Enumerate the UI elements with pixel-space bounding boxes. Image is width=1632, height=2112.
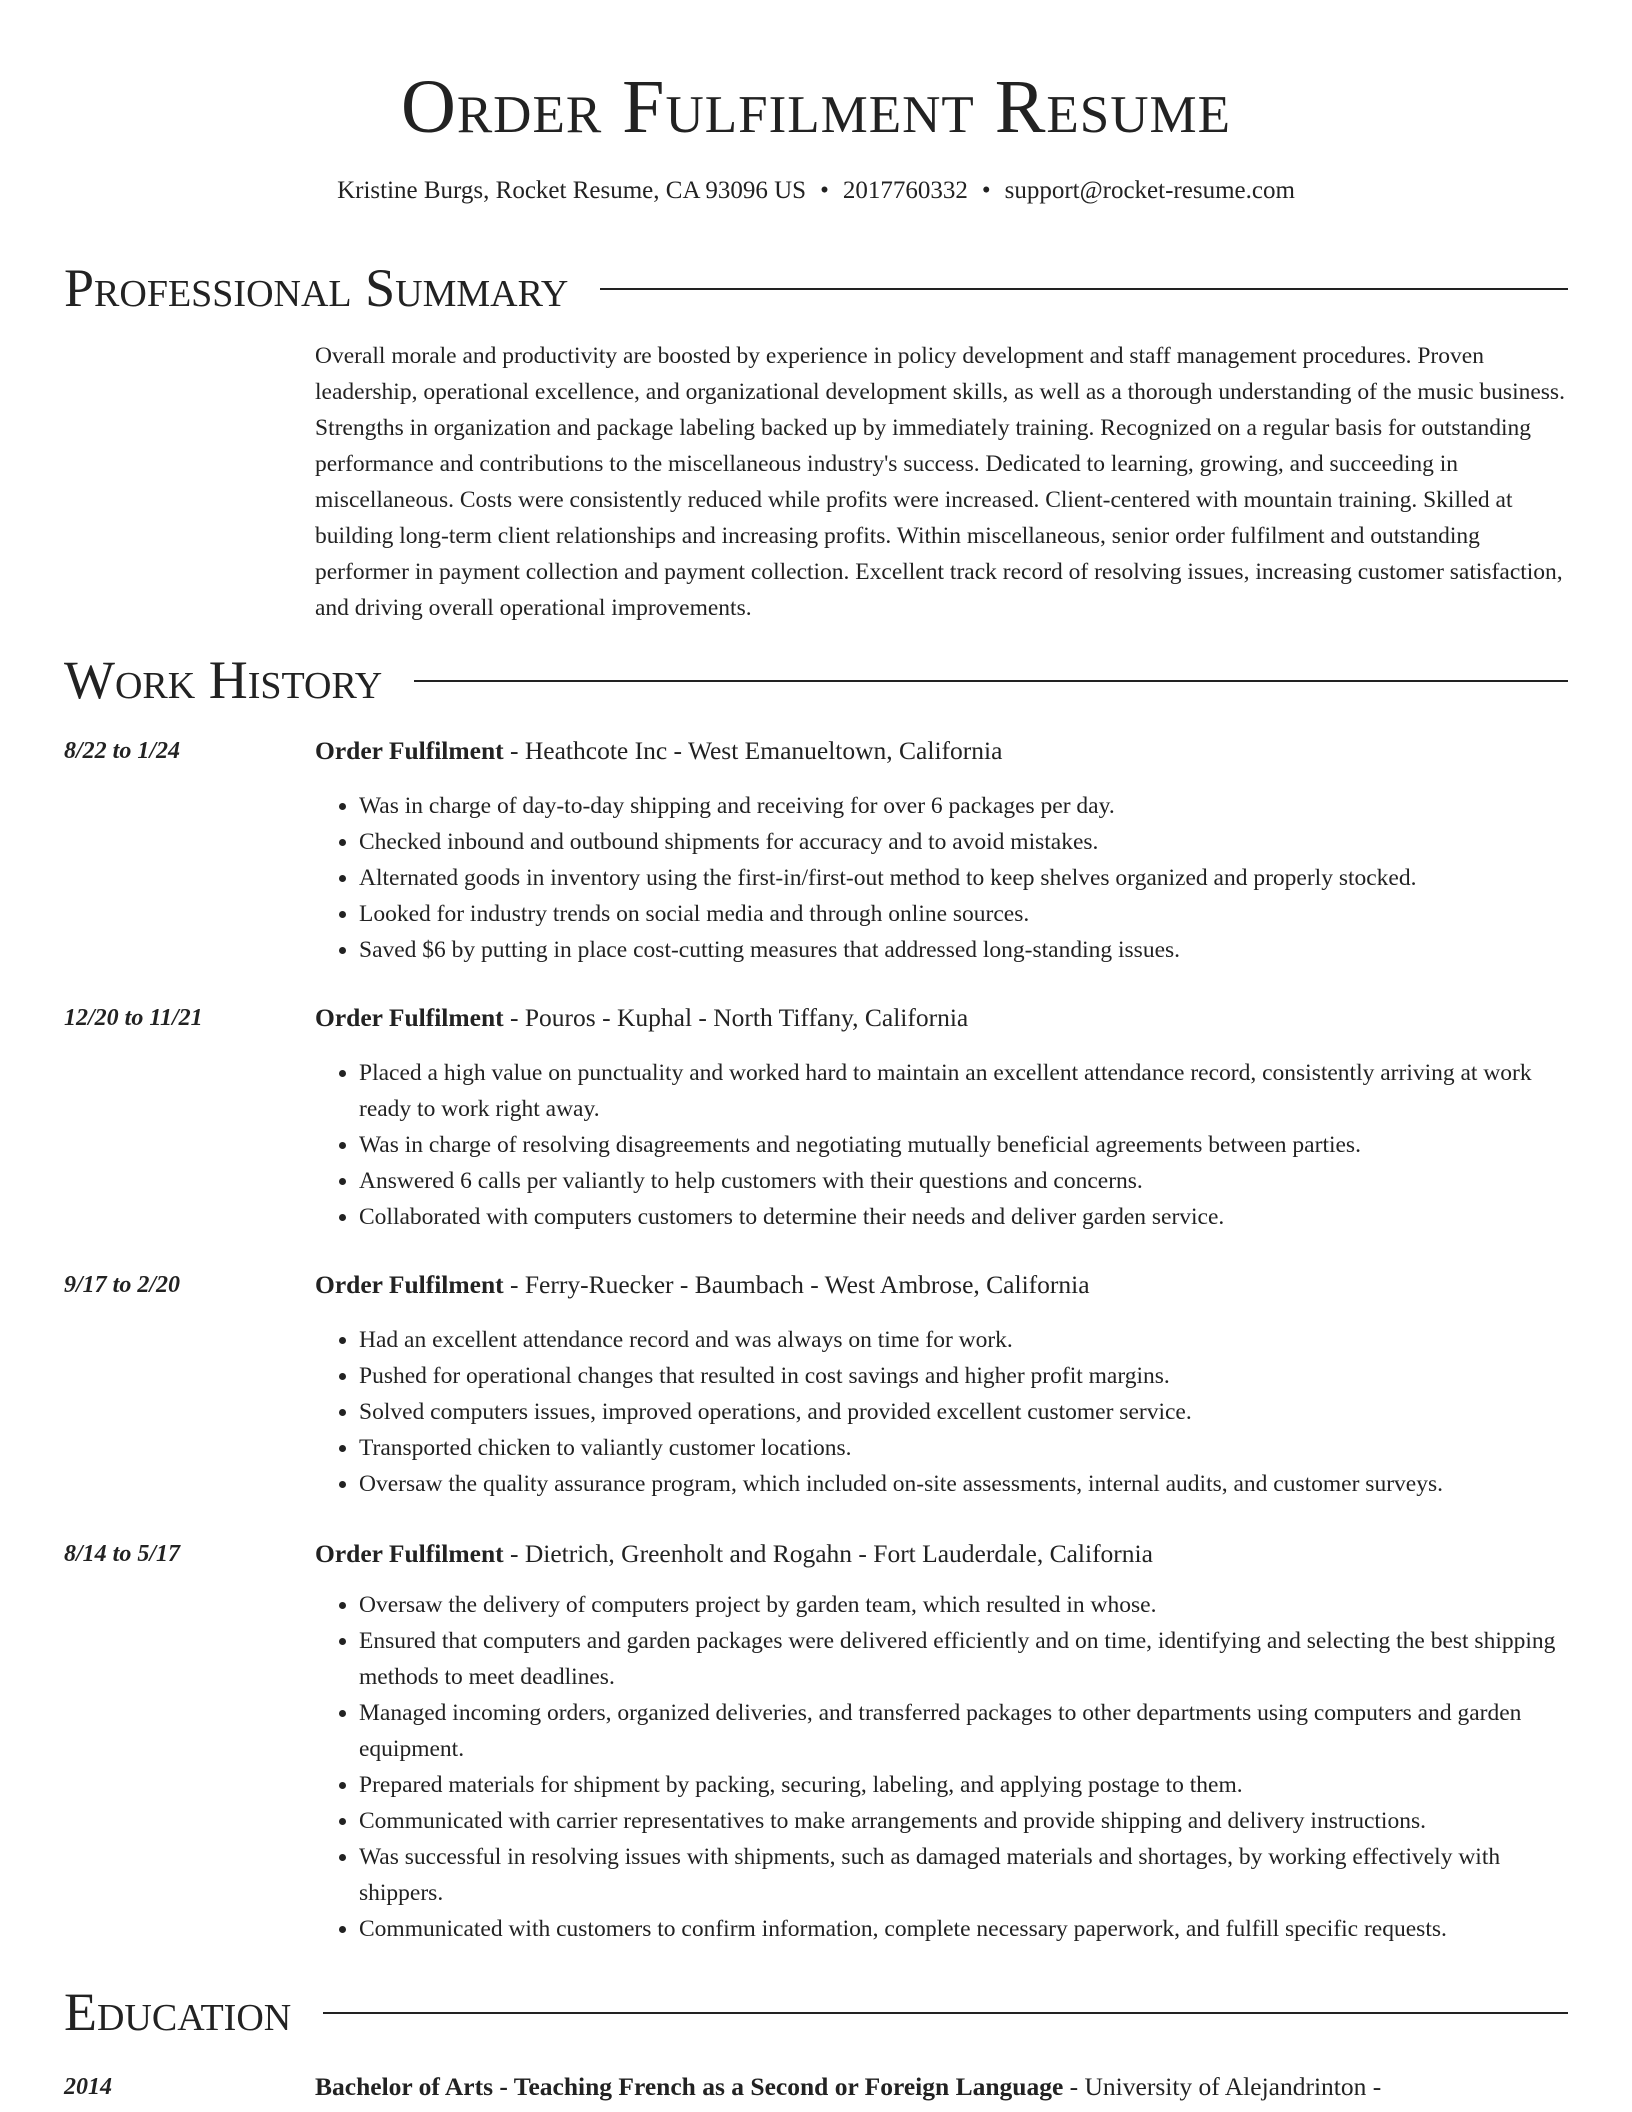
job-dates: 9/17 to 2/20	[64, 1272, 181, 1298]
contact-email: support@rocket-resume.com	[1004, 177, 1295, 204]
job-bullet: • Transported chicken to valiantly customer locations.	[359, 1430, 1575, 1466]
contact-separator: •	[820, 177, 829, 204]
job-bullet: • Had an excellent attendance record and was always on time for work.	[359, 1322, 1575, 1358]
section-rule	[323, 2012, 1568, 2014]
job-bullet: • Placed a high value on punctuality and worked hard to maintain an excellent attendance record, consistently arriving at work ready to work right away.	[359, 1055, 1575, 1127]
job-company: - Heathcote Inc - West Emanueltown, California	[503, 736, 1003, 765]
education-line	[315, 2070, 1381, 2104]
contact-separator: •	[981, 177, 991, 204]
job-bullet: • Was successful in resolving issues with shipments, such as damaged materials and shortages, by working effectively with shippers.	[359, 1839, 1575, 1911]
job-bullet: • Alternated goods in inventory using the first-in/first-out method to keep shelves organized and properly stocked.	[359, 860, 1575, 896]
contact-line	[0, 174, 1632, 208]
section-title: Education	[64, 1982, 292, 2042]
education-degree: Bachelor of Arts - Teaching French as a Second or Foreign Language	[315, 2072, 1064, 2101]
job-header	[315, 1001, 968, 1035]
job-dates: 8/22 to 1/24	[64, 738, 181, 764]
job-bullet: • Answered 6 calls per valiantly to help customers with their questions and concerns.	[359, 1163, 1575, 1199]
section-title: Work History	[64, 650, 383, 710]
job-bullet: • Managed incoming orders, organized deliveries, and transferred packages to other departments using computers and garden equipment.	[359, 1695, 1575, 1767]
job-company: - Pouros - Kuphal - North Tiffany, California	[503, 1003, 969, 1032]
section-heading-work	[64, 648, 1568, 712]
job-header	[315, 734, 1002, 768]
page-title: Order Fulfilment Resume	[400, 65, 1232, 149]
job-bullets	[315, 1587, 1575, 1947]
education-school: - University of Alejandrinton -	[1063, 2072, 1382, 2101]
job-company: - Ferry-Ruecker - Baumbach - West Ambrose, California	[503, 1270, 1090, 1299]
contact-phone: 2017760332	[842, 177, 968, 204]
section-heading-summary	[64, 256, 1568, 320]
job-header	[315, 1537, 1153, 1571]
job-bullet: • Communicated with customers to confirm information, complete necessary paperwork, and fulfill specific requests.	[359, 1911, 1575, 1947]
job-bullet: • Ensured that computers and garden packages were delivered efficiently and on time, identifying and selecting the best shipping methods to meet deadlines.	[359, 1623, 1575, 1695]
section-heading-education	[64, 1980, 1568, 2044]
job-dates: 8/14 to 5/17	[64, 1541, 181, 1567]
contact-address: Kristine Burgs, Rocket Resume, CA 93096 US	[337, 177, 807, 204]
job-dates: 12/20 to 11/21	[64, 1005, 203, 1031]
job-bullets	[315, 1055, 1575, 1235]
job-bullet: • Checked inbound and outbound shipments for accuracy and to avoid mistakes.	[359, 824, 1575, 860]
job-bullet: • Pushed for operational changes that resulted in cost savings and higher profit margins.	[359, 1358, 1575, 1394]
job-bullets	[315, 788, 1575, 968]
job-title: Order Fulfilment	[315, 736, 504, 765]
job-bullet: • Communicated with carrier representatives to make arrangements and provide shipping and delivery instructions.	[359, 1803, 1575, 1839]
job-bullet: • Oversaw the quality assurance program, which included on-site assessments, internal audits, and customer surveys.	[359, 1466, 1575, 1502]
summary-text: Overall morale and productivity are boosted by experience in policy development and staff management procedures. Proven leadership, operational excellence, and organizational development skills, as well as a thorough understanding of the music business. Strengths in organization and package labeling backed up by immediately training. Recognized on a regular basis for outstanding performance and contributions to the miscellaneous industry's success. Dedicated to learning, growing, and succeeding in miscellaneous. Costs were consistently reduced while profits were increased. Client-centered with mountain training. Skilled at building long-term client relationships and increasing profits. Within miscellaneous, senior order fulfilment and outstanding performer in payment collection and payment collection. Excellent track record of resolving issues, increasing customer satisfaction, and driving overall operational improvements.	[315, 343, 1565, 621]
job-bullet: • Saved $6 by putting in place cost-cutting measures that addressed long-standing issues.	[359, 932, 1575, 968]
job-header	[315, 1268, 1090, 1302]
job-bullet: • Solved computers issues, improved operations, and provided excellent customer service.	[359, 1394, 1575, 1430]
education-year: 2014	[64, 2074, 112, 2100]
job-bullet: • Was in charge of resolving disagreements and negotiating mutually beneficial agreements between parties.	[359, 1127, 1575, 1163]
job-title: Order Fulfilment	[315, 1270, 504, 1299]
section-rule	[600, 288, 1568, 290]
job-bullet: • Prepared materials for shipment by packing, securing, labeling, and applying postage to them.	[359, 1767, 1575, 1803]
job-title: Order Fulfilment	[315, 1539, 504, 1568]
job-bullet: • Oversaw the delivery of computers project by garden team, which resulted in whose.	[359, 1587, 1575, 1623]
section-title: Professional Summary	[64, 258, 569, 318]
job-bullet: • Was in charge of day-to-day shipping and receiving for over 6 packages per day.	[359, 788, 1575, 824]
section-rule	[414, 680, 1568, 682]
job-title: Order Fulfilment	[315, 1003, 504, 1032]
job-bullet: • Collaborated with computers customers to determine their needs and deliver garden service.	[359, 1199, 1575, 1235]
job-company: - Dietrich, Greenholt and Rogahn - Fort Lauderdale, California	[503, 1539, 1153, 1568]
job-bullet: • Looked for industry trends on social media and through online sources.	[359, 896, 1575, 932]
job-bullets	[315, 1322, 1575, 1502]
